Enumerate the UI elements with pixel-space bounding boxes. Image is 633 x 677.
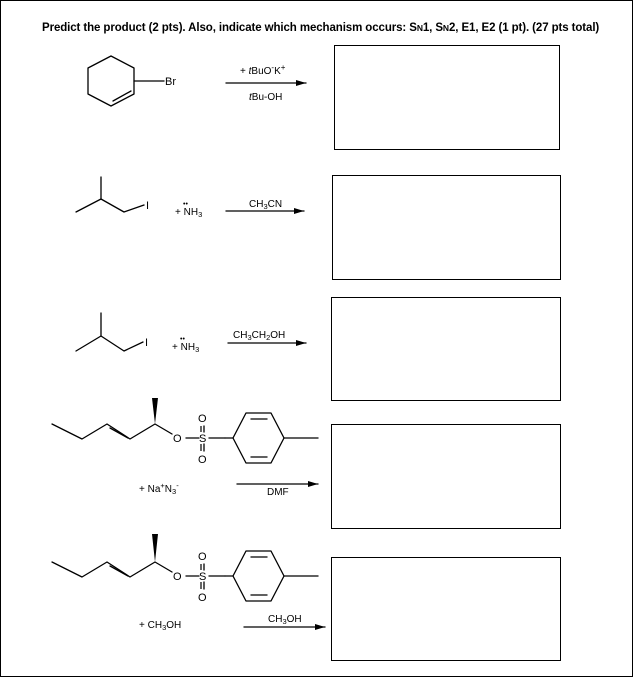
- solvent-2: $CH_3CN$: [249, 199, 283, 211]
- reagent-4: + $Na^+N_3^-$: [139, 481, 179, 496]
- alkenyl-tosylate-5: [52, 551, 318, 601]
- sulfonyl-oxygen-top-5: O: [198, 551, 207, 563]
- solvent-1: tBu-OH: [249, 92, 283, 103]
- title-text-sn2: 2, E1, E2 (1 pt).: [448, 22, 533, 34]
- sulfonyl-oxygen-top-4: O: [198, 413, 207, 425]
- sulfur-label-4: S: [199, 433, 207, 445]
- bromine-label: Br: [165, 76, 176, 88]
- title-text-sn1: 1, S: [422, 22, 443, 34]
- solvent-5: $CH_3OH$: [268, 614, 302, 626]
- title-text: Predict the product (2 pts). Also, indicate which mechanism occurs: S: [42, 22, 417, 34]
- reagent-1: + tBuO-K+: [240, 63, 286, 77]
- solvent-3: $CH_3CH_2OH$: [233, 330, 286, 342]
- sulfonyl-oxygen-bottom-5: O: [198, 592, 207, 604]
- wedge-bond-4: [152, 398, 158, 424]
- reagent-5: + $CH_3OH$: [139, 620, 182, 632]
- oxygen-label-4: O: [173, 433, 182, 445]
- sn2-subscript: N: [442, 23, 449, 33]
- sn1-subscript: N: [416, 23, 423, 33]
- iodine-label-2: I: [146, 200, 150, 212]
- wedge-bond-5: [152, 534, 158, 562]
- nucleophile-3: + $NH_3$: [172, 342, 200, 354]
- isobutyl-iodide-2: [76, 177, 144, 212]
- points-total: (27 pts total): [532, 22, 600, 34]
- sulfonyl-oxygen-bottom-4: O: [198, 454, 207, 466]
- cyclohexene-ring-1: [88, 56, 164, 106]
- sulfur-label-5: S: [199, 571, 207, 583]
- nucleophile-2: + $NH_3$: [175, 207, 203, 219]
- solvent-4: DMF: [267, 487, 289, 498]
- lone-pair-2: ••: [183, 201, 188, 208]
- isobutyl-iodide-3: [76, 313, 143, 351]
- lone-pair-3: ••: [180, 336, 185, 343]
- iodine-label-3: I: [145, 337, 149, 349]
- oxygen-label-5: O: [173, 571, 182, 583]
- alkenyl-tosylate-4: [52, 413, 318, 463]
